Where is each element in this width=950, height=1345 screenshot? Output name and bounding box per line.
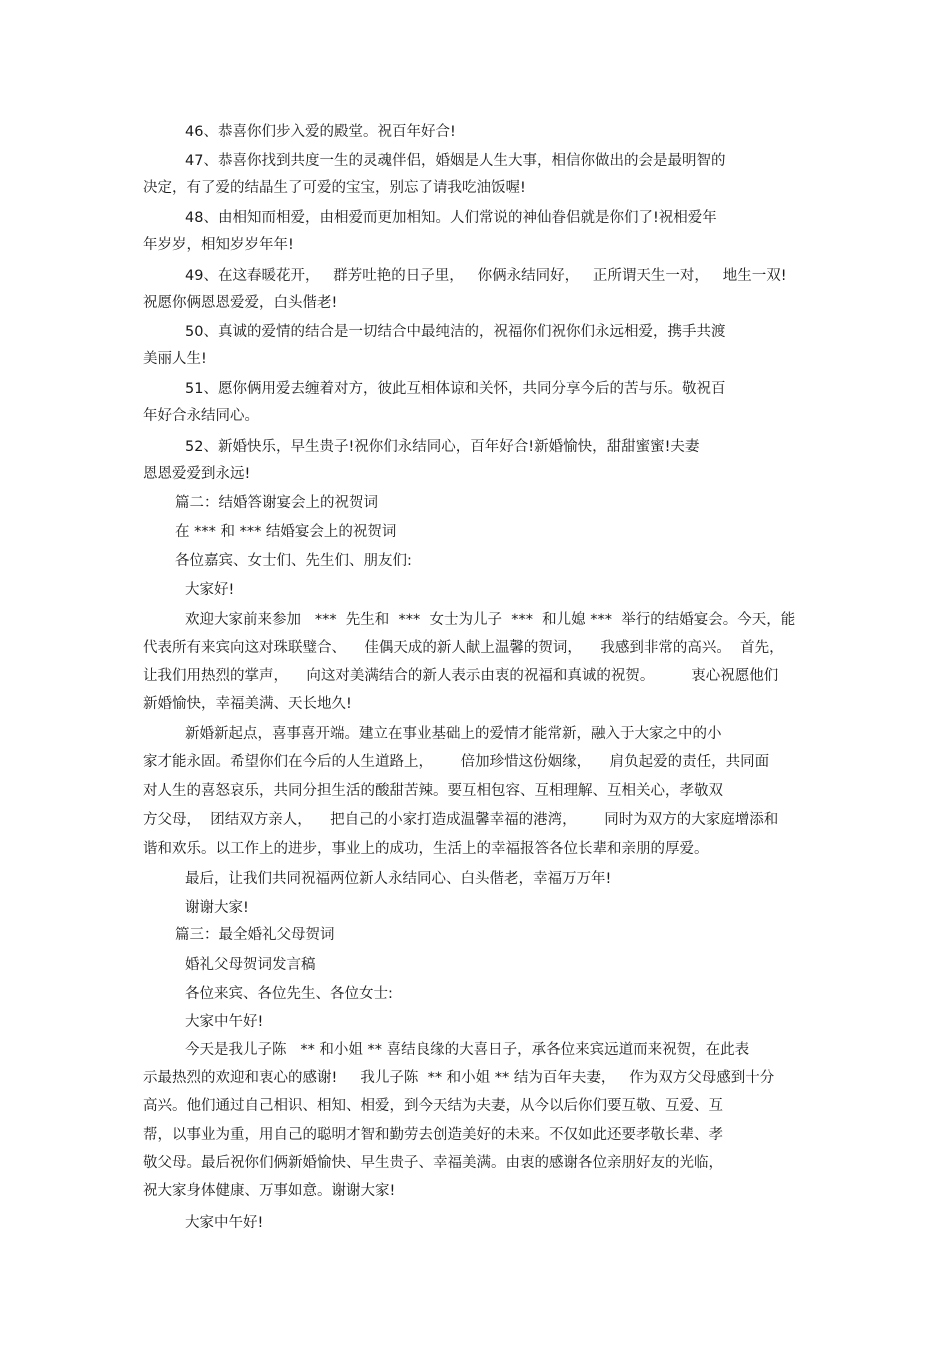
text-line: 大家好!: [185, 582, 235, 598]
text-line: 48、由相知而相爱，由相爱而更加相知。人们常说的神仙眷侣就是你们了!祝相爱年: [185, 210, 717, 226]
text-line: 家才能永固。希望你们在今后的人生道路上， 倍加珍惜这份姻缘， 肩负起爱的责任，共同面: [143, 754, 770, 770]
text-line: 新婚愉快，幸福美满、天长地久!: [143, 696, 352, 712]
text-line: 新婚新起点，喜事喜开端。建立在事业基础上的爱情才能常新，融入于大家之中的小: [185, 726, 722, 742]
text-line: 方父母， 团结双方亲人， 把自己的小家打造成温馨幸福的港湾， 同时为双方的大家庭增添和: [143, 812, 779, 828]
text-line: 恩恩爱爱到永远!: [143, 466, 251, 482]
text-line: 46、恭喜你们步入爱的殿堂。祝百年好合!: [185, 124, 456, 140]
section-heading: 篇二：结婚答谢宴会上的祝贺词: [175, 495, 378, 511]
text-line: 谢谢大家!: [185, 900, 249, 916]
text-line: 代表所有来宾向这对珠联璧合、 佳偶天成的新人献上温馨的贺词， 我感到非常的高兴。 首先，: [143, 640, 784, 656]
text-line: 高兴。他们通过自己相识、相知、相爱，到今天结为夫妻，从今以后你们要互敬、互爱、互: [143, 1098, 723, 1114]
text-line: 祝大家身体健康、万事如意。谢谢大家!: [143, 1183, 396, 1199]
text-line: 帮，以事业为重，用自己的聪明才智和勤劳去创造美好的未来。不仅如此还要孝敬长辈、孝: [143, 1127, 723, 1143]
text-line: 52、新婚快乐，早生贵子!祝你们永结同心，百年好合!新婚愉快，甜甜蜜蜜!夫妻: [185, 439, 700, 455]
text-line: 50、真诚的爱情的结合是一切结合中最纯洁的，祝福你们祝你们永远相爱，携手共渡: [185, 324, 726, 340]
text-line: 决定，有了爱的结晶生了可爱的宝宝，别忘了请我吃油饭喔!: [143, 180, 526, 196]
text-line: 对人生的喜怒哀乐，共同分担生活的酸甜苦辣。要互相包容、互相理解、互相关心，孝敬双: [143, 783, 723, 799]
text-line: 各位嘉宾、女士们、先生们、朋友们:: [175, 553, 412, 569]
text-line: 年好合永结同心。: [143, 408, 259, 424]
text-line: 欢迎大家前来参加 *** 先生和 *** 女士为儿子 *** 和儿媳 *** 举行的结婚宴会。今天，能: [185, 612, 796, 628]
text-line: 让我们用热烈的掌声， 向这对美满结合的新人表示由衷的祝福和真诚的祝贺。 衷心祝愿他们: [143, 668, 779, 684]
text-line: 49、在这春暖花开， 群芳吐艳的日子里， 你俩永结同好， 正所谓天生一对， 地生一双!: [185, 268, 787, 284]
text-line: 各位来宾、各位先生、各位女士:: [185, 986, 393, 1002]
text-line: 最后，让我们共同祝福两位新人永结同心、白头偕老，幸福万万年!: [185, 871, 612, 887]
text-line: 婚礼父母贺词发言稿: [185, 957, 316, 973]
text-line: 47、恭喜你找到共度一生的灵魂伴侣，婚姻是人生大事，相信你做出的会是最明智的: [185, 153, 726, 169]
text-line: 谐和欢乐。以工作上的进步，事业上的成功，生活上的幸福报答各位长辈和亲朋的厚爱。: [143, 841, 709, 857]
text-line: 祝愿你俩恩恩爱爱，白头偕老!: [143, 295, 338, 311]
text-line: 敬父母。最后祝你们俩新婚愉快、早生贵子、幸福美满。由衷的感谢各位亲朋好友的光临，: [143, 1155, 723, 1171]
section-heading: 篇三：最全婚礼父母贺词: [175, 927, 335, 943]
text-line: 51、愿你俩用爱去缠着对方，彼此互相体谅和关怀，共同分享今后的苦与乐。敬祝百: [185, 381, 726, 397]
text-line: 大家中午好!: [185, 1014, 264, 1030]
text-line: 年岁岁，相知岁岁年年!: [143, 237, 294, 253]
text-line: 示最热烈的欢迎和衷心的感谢! 我儿子陈 ** 和小姐 ** 结为百年夫妻， 作为双方父母感到十分: [143, 1070, 775, 1086]
text-line: 美丽人生!: [143, 351, 207, 367]
text-line: 在 *** 和 *** 结婚宴会上的祝贺词: [175, 524, 397, 540]
text-line: 大家中午好!: [185, 1215, 264, 1231]
text-line: 今天是我儿子陈 ** 和小姐 ** 喜结良缘的大喜日子，承各位来宾远道而来祝贺，在此表: [185, 1042, 750, 1058]
